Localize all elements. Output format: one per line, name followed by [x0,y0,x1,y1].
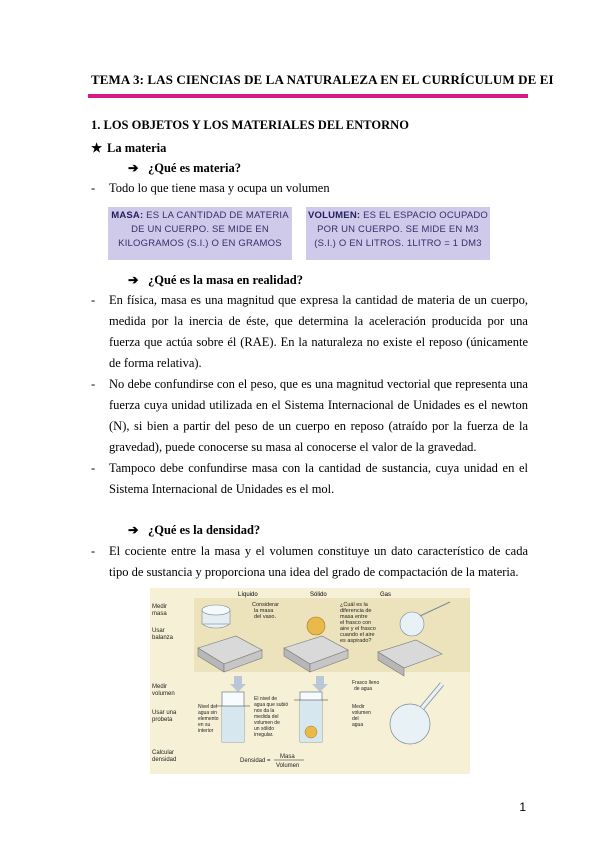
question-densidad [128,522,260,538]
note-solid-7: irregular. [254,732,274,738]
note-flask-1: Frasco lleno [352,680,380,686]
row-balance-1: Usar [152,628,165,634]
bullet-masa-1 [91,290,528,374]
row-prob-2: probeta [152,717,173,723]
row-vol-2: volumen [152,691,175,697]
bullet-masa-2 [91,374,528,458]
note-measure-3: del [352,716,359,722]
note-level-5: interior [198,728,214,734]
note-level-2: agua sin [198,710,217,716]
formula-lhs: Densidad = [240,758,271,764]
title-underline [88,94,528,98]
note-flask-2: de agua [354,686,373,692]
row-balance-2: balanza [152,635,174,641]
bullet-dash: - [91,461,96,475]
density-figure [150,588,470,774]
note-level-3: elemento [198,716,219,722]
note-solid-3: nos da la [254,708,275,714]
bullet-dash: - [91,377,96,391]
formula-numerator: Masa [280,754,295,760]
row-calc-1: Calcular [152,750,175,756]
bullet-dash: - [91,544,96,558]
bullet-text: Todo lo que tiene masa y ocupa un volumen [109,181,330,195]
bullet-masa-3 [91,458,528,500]
bullet-densidad [91,541,528,583]
note-level-4: en su [198,722,211,728]
note-liquid-2: la masa [254,608,274,614]
volumen-text: ES EL ESPACIO OCUPADO POR UN CUERPO. SE MIDE EN M3 (S.I.) O EN LITROS. 1LITRO = 1 DM3 [314,210,489,249]
page-number: 1 [519,800,526,814]
bullet-text: No debe confundirse con el peso, que es una magnitud vectorial que representa una fuerza cuya unidad utilizada en el Sistema Internacional de Unidades es el newton (N), si bien a partir del peso de un cuerpo en reposo (atraído por la fuerza de la gravedad), puede conocerse su masa al conocerse el valor de la gravedad. [109,377,528,454]
question-text: ¿Qué es la masa en realidad? [148,273,303,287]
star-icon: ★ [91,141,103,155]
row-calc-2: densidad [152,757,177,763]
document-title: TEMA 3: LAS CIENCIAS DE LA NATURALEZA EN EL CURRÍCULUM DE EI [91,72,554,87]
bullet-dash: - [91,293,96,307]
bullet-text: El cociente entre la masa y el volumen constituye un dato característico de cada tipo de sustancia y proporciona una idea del grado de compactación de la materia. [109,544,528,579]
masa-definition-box [108,207,292,260]
bullet-dash: - [91,181,96,195]
bullet-text: En física, masa es una magnitud que expresa la cantidad de materia de un cuerpo, medida por la inercia de éste, que determina la aceleración producida por una fuerza que actúa sobre él (RAE). En la naturaleza no existe el reposo (únicamente de forma relativa). [109,293,528,370]
row-mass-1: Medir [152,604,168,610]
row-mass-2: masa [152,611,167,617]
question-text: ¿Qué es materia? [148,161,242,175]
note-gas-2: diferencia de [340,608,372,614]
arrow-right-icon: ➔ [128,523,139,537]
note-solid-4: medida del [254,714,279,720]
note-liquid-1: Considerar [252,602,279,608]
note-level-1: Nivel del [198,704,218,710]
question-masa [128,272,303,288]
row-vol-1: Medir [152,684,168,690]
note-gas-6: cuando el aire [340,632,375,638]
arrow-right-icon: ➔ [128,273,139,287]
note-gas-5: aire y el frasco [340,626,376,632]
row-prob-1: Usar una [152,710,177,716]
section-heading: 1. LOS OBJETOS Y LOS MATERIALES DEL ENTORNO [91,118,409,132]
bullet-text: Tampoco debe confundirse masa con la cantidad de sustancia, cuya unidad en el Sistema Internacional de Unidades es el mol. [109,461,528,496]
note-solid-5: volumen de [254,720,280,726]
arrow-right-icon: ➔ [128,161,139,175]
note-measure-2: volumen [352,710,371,716]
question-text: ¿Qué es la densidad? [148,523,261,537]
note-gas-4: el frasco con [340,620,372,626]
col-solid: Sólido [310,592,327,598]
note-solid-1: El nivel de [254,696,278,702]
note-gas-1: ¿Cuál es la [340,602,368,608]
masa-label: MASA: [111,210,144,221]
note-measure-4: agua [352,722,364,728]
question-materia [128,160,241,176]
subheading-text: La materia [107,141,167,155]
bullet-materia [91,178,528,200]
volumen-definition-box [306,207,490,260]
note-solid-6: un sólido [254,726,275,732]
col-liquid: Líquido [238,592,258,598]
note-gas-7: es aspirado? [340,638,372,644]
note-measure-1: Medir [352,704,365,710]
masa-text: ES LA CANTIDAD DE MATERIA DE UN CUERPO. SE MIDE EN KILOGRAMOS (S.I.) O EN GRAMOS [118,210,289,249]
formula-denominator: Volumen [276,763,300,769]
note-gas-3: masa entre [340,614,368,620]
subheading [91,140,166,156]
note-solid-2: agua que subió [254,702,289,708]
note-liquid-3: del vaso. [254,614,277,620]
col-gas: Gas [380,592,392,598]
volumen-label: VOLUMEN: [307,210,361,221]
